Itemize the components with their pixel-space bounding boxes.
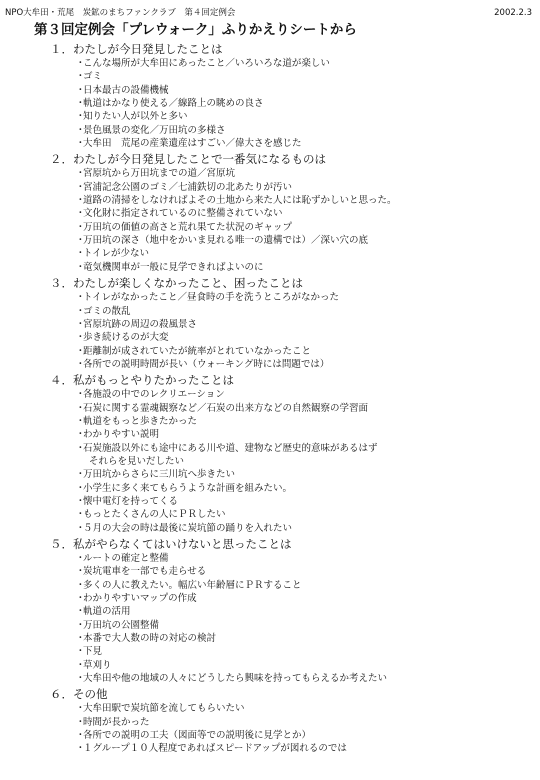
sheet-content — [0, 42, 540, 758]
list-item — [0, 247, 540, 260]
list-item — [0, 579, 540, 592]
bullet-icon: ･ — [78, 415, 83, 427]
list-item — [0, 428, 540, 441]
list-item-text: ゴミ — [83, 71, 103, 83]
list-item-text: ５月の大会の時は最後に炭坑節の踊りを入れたい — [83, 522, 293, 534]
list-item — [0, 565, 540, 578]
list-item-text: 石炭施設以外にも途中にある川や道、建物など歴史的意味があるはず — [83, 442, 378, 454]
page-title: 第３回定例会「プレウォーク」ふりかえりシートから — [34, 22, 357, 38]
list-item — [0, 167, 540, 180]
list-item-text: 万田坑からさらに三川坑へ歩きたい — [83, 469, 236, 481]
list-item-text: もっとたくさんの人にＰＲしたい — [83, 509, 226, 521]
bullet-icon: ･ — [78, 730, 83, 742]
list-item — [0, 194, 540, 207]
list-item-text: １グループ１０人程度であればスピードアップが図れるのでは — [83, 743, 347, 755]
page-header — [5, 6, 532, 20]
bullet-icon: ･ — [78, 619, 83, 631]
list-item-text: 知りたい人が以外と多い — [83, 111, 188, 123]
list-item — [0, 632, 540, 645]
bullet-icon: ･ — [78, 606, 83, 618]
list-item-continuation: それらを見いだしたい — [89, 455, 185, 467]
list-item — [0, 234, 540, 247]
list-item-text: 道路の清掃をしなければよその土地から来た人には恥ずかしいと思った。 — [83, 195, 397, 207]
section-heading: ５．私がやらなくてはいけないと思ったことは — [50, 537, 292, 551]
list-item-text: 本番で大人数の時の対応の検討 — [83, 633, 217, 645]
list-item — [0, 110, 540, 123]
bullet-icon: ･ — [78, 703, 83, 715]
list-item-text: 歩き続けるのが大変 — [83, 332, 169, 344]
list-item-text: ルートの確定と整備 — [83, 553, 169, 564]
list-item — [0, 482, 540, 495]
bullet-icon: ･ — [78, 248, 83, 260]
list-item — [0, 57, 540, 70]
list-item-text: 日本最古の設備機械 — [83, 84, 169, 96]
list-item — [0, 645, 540, 658]
list-item — [0, 592, 540, 605]
bullet-icon: ･ — [78, 138, 83, 150]
list-item-text: 下見 — [83, 646, 103, 658]
list-item — [0, 318, 540, 331]
list-item-text: 草刈り — [83, 659, 112, 671]
list-item-text: 軌道はかなり使える／線路上の眺めの良さ — [83, 98, 264, 110]
list-item-text: 大牟田 荒尾の産業遺産はすごい／偉大さを感じた — [83, 138, 302, 150]
list-item — [0, 305, 540, 318]
list-item — [0, 605, 540, 618]
bullet-icon: ･ — [78, 358, 83, 370]
list-item — [0, 291, 540, 304]
list-item-text: 炭坑電車を一部でも走らせる — [83, 566, 207, 578]
bullet-icon: ･ — [78, 221, 83, 233]
bullet-icon: ･ — [78, 181, 83, 193]
bullet-icon: ･ — [78, 566, 83, 578]
section-heading: １．わたしが今日発見したことは — [50, 42, 223, 56]
bullet-icon: ･ — [78, 469, 83, 481]
bullet-icon: ･ — [78, 389, 83, 401]
list-item-text: 大牟田や他の地域の人々にどうしたら興味を持ってもらえるか考えたい — [83, 673, 388, 685]
bullet-icon: ･ — [78, 579, 83, 591]
list-item-text: ゴミの散乱 — [83, 305, 131, 317]
list-item-text: 各施設の中でのレクリエーション — [83, 389, 225, 401]
list-item — [0, 84, 540, 97]
list-item — [0, 388, 540, 401]
list-item — [0, 468, 540, 481]
list-item — [0, 508, 540, 521]
header-date: 2002.2.3 — [494, 8, 532, 18]
list-item — [0, 261, 540, 274]
bullet-icon: ･ — [78, 495, 83, 507]
list-item-text: 時間が長かった — [83, 716, 150, 728]
section-6 — [0, 687, 540, 755]
section-3 — [0, 276, 540, 371]
list-item — [0, 552, 540, 565]
bullet-icon: ･ — [78, 633, 83, 645]
section-heading: ２．わたしが今日発見したことで一番気になるものは — [50, 152, 326, 167]
bullet-icon: ･ — [78, 58, 83, 69]
bullet-icon: ･ — [78, 305, 83, 317]
bullet-icon: ･ — [78, 292, 83, 304]
bullet-icon: ･ — [78, 442, 83, 454]
list-item-text: 多くの人に教えたい。幅広い年齢層にＰＲすること — [83, 579, 302, 591]
header-organization: NPO大牟田・荒尾 炭鉱のまちファンクラブ 第４回定例会 — [5, 8, 236, 18]
section-5 — [0, 537, 540, 685]
section-heading: ６．その他 — [50, 687, 108, 702]
list-item-text: 宮原坑跡の周辺の殺風景さ — [83, 318, 198, 330]
list-item — [0, 181, 540, 194]
list-item-text: 軌道の活用 — [83, 606, 131, 618]
list-item — [0, 729, 540, 742]
bullet-icon: ･ — [78, 509, 83, 521]
bullet-icon: ･ — [78, 482, 83, 494]
list-item-text: 各所での説明時間が長い（ウォーキング時には問題では） — [83, 358, 330, 370]
bullet-icon: ･ — [78, 332, 83, 344]
list-item — [0, 358, 540, 371]
bullet-icon: ･ — [78, 659, 83, 671]
list-item — [0, 522, 540, 535]
list-item — [0, 702, 540, 715]
section-heading: ４．私がもっとやりたかったことは — [50, 373, 234, 388]
list-item-text: 宮原坑から万田坑までの道／宮原坑 — [83, 168, 236, 180]
bullet-icon: ･ — [78, 261, 83, 273]
bullet-icon: ･ — [78, 716, 83, 728]
list-item-text: 文化財に指定されているのに整備されていない — [83, 208, 283, 220]
list-item-text: 景色風景の変化／万田坑の多様さ — [83, 124, 226, 136]
list-item — [0, 672, 540, 685]
bullet-icon: ･ — [78, 429, 83, 441]
bullet-icon: ･ — [78, 553, 83, 564]
list-item-text: 万田坑の価値の高さと荒れ果てた状況のギャップ — [83, 221, 293, 233]
list-item-text: 万田坑の深さ（地中をかいま見れる唯一の遺構では）／深い穴の底 — [83, 235, 369, 247]
list-item-text: 軌道をもっと歩きたかった — [83, 415, 198, 427]
list-item — [0, 402, 540, 415]
section-2 — [0, 152, 540, 274]
list-item-text: 竜気機関車が一般に見学できればよいのに — [83, 261, 264, 273]
list-item-text: 距離制が成されていたが統率がとれていなかったこと — [83, 345, 312, 357]
list-item — [0, 331, 540, 344]
list-item — [0, 495, 540, 508]
bullet-icon: ･ — [78, 235, 83, 247]
bullet-icon: ･ — [78, 646, 83, 658]
list-item-text: 万田坑の公園整備 — [83, 619, 160, 631]
list-item-text: わかりやすいマップの作成 — [83, 593, 197, 605]
list-item-text: 石炭に関する霊魂観察など／石炭の出来方などの自然観察の学習面 — [83, 402, 369, 414]
list-item-text: 各所での説明の工夫（図面等での説明後に見学とか） — [83, 730, 312, 742]
list-item — [0, 207, 540, 220]
list-item — [0, 716, 540, 729]
list-item — [0, 221, 540, 234]
bullet-icon: ･ — [78, 743, 83, 755]
list-item — [0, 345, 540, 358]
bullet-icon: ･ — [78, 71, 83, 83]
bullet-icon: ･ — [78, 522, 83, 534]
list-item-text: 大牟田駅で炭坑節を流してもらいたい — [83, 703, 245, 715]
bullet-icon: ･ — [78, 402, 83, 414]
list-item — [0, 659, 540, 672]
section-1 — [0, 42, 540, 150]
list-item — [0, 70, 540, 83]
list-item — [0, 415, 540, 428]
bullet-icon: ･ — [78, 318, 83, 330]
bullet-icon: ･ — [78, 124, 83, 136]
bullet-icon: ･ — [78, 195, 83, 207]
list-item — [0, 137, 540, 150]
list-item-text: わかりやすい説明 — [83, 429, 160, 441]
list-item-text: トイレが少ない — [83, 248, 150, 260]
list-item-text: 宮浦記念公園のゴミ／七浦鉄切の北あたりが汚い — [83, 181, 293, 193]
bullet-icon: ･ — [78, 168, 83, 180]
bullet-icon: ･ — [78, 98, 83, 110]
section-heading: ３．わたしが楽しくなかったこと、困ったことは — [50, 276, 303, 291]
section-4 — [0, 373, 540, 535]
bullet-icon: ･ — [78, 208, 83, 220]
list-item-text: こんな場所が大牟田にあったこと／いろいろな道が楽しい — [83, 58, 330, 69]
bullet-icon: ･ — [78, 111, 83, 123]
list-item-text: 小学生に多く来てもらうような計画を組みたい。 — [83, 482, 293, 494]
list-item — [0, 97, 540, 110]
bullet-icon: ･ — [78, 84, 83, 96]
list-item-text: トイレがなかったこと／昼食時の手を洗うところがなかった — [83, 292, 340, 304]
bullet-icon: ･ — [78, 593, 83, 605]
bullet-icon: ･ — [78, 673, 83, 685]
list-item — [0, 742, 540, 755]
list-item-text: 懐中電灯を持ってくる — [83, 495, 179, 507]
bullet-icon: ･ — [78, 345, 83, 357]
list-item — [0, 124, 540, 137]
list-item — [0, 442, 540, 455]
list-item — [0, 619, 540, 632]
